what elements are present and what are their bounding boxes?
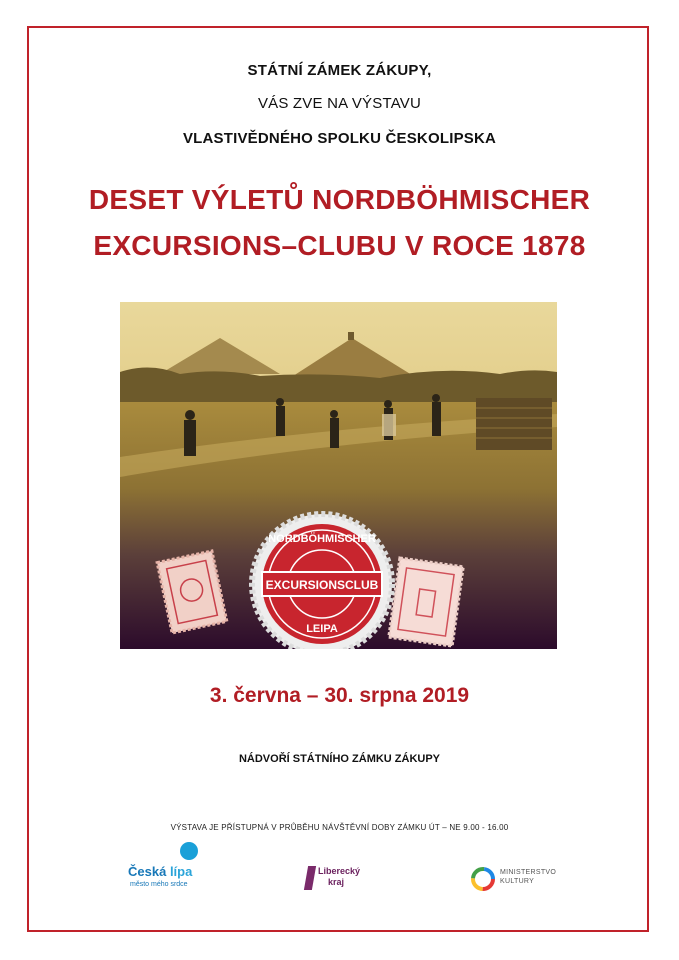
liberecky-text: Liberecký xyxy=(318,866,361,876)
title-line-1: DESET VÝLETŮ NORDBÖHMISCHER xyxy=(88,184,591,215)
header-line-2: VÁS ZVE NA VÝSTAVU xyxy=(257,95,422,112)
seal-middle-text: EXCURSIONSCLUB xyxy=(265,578,379,592)
exhibition-venue: NÁDVOŘÍ STÁTNÍHO ZÁMKU ZÁKUPY xyxy=(238,753,441,765)
seal-bottom-text: LEIPA xyxy=(306,623,338,635)
opening-hours-note: VÝSTAVA JE PŘÍSTUPNÁ V PRŮBĚHU NÁVŠTĚVNÍ DOBY ZÁMKU ÚT – NE 9.00 - 16.00 xyxy=(170,823,509,832)
kultury-text: KULTURY xyxy=(500,878,535,885)
seal-top-text: NORDBÖHMISCHER xyxy=(268,533,376,545)
header-line-1: STÁTNÍ ZÁMEK ZÁKUPY, xyxy=(247,62,432,79)
ceska-lipa-tagline: město mého srdce xyxy=(130,881,188,888)
ceska-lipa-text: Česká xyxy=(128,864,167,879)
title-line-2: EXCURSIONS–CLUBU V ROCE 1878 xyxy=(93,230,586,261)
ministerstvo-kultury-logo xyxy=(470,864,580,894)
heart-icon xyxy=(180,842,198,860)
historic-photo xyxy=(120,302,557,649)
ceska-lipa-logo xyxy=(128,842,218,892)
liberecky-mark-icon xyxy=(304,866,316,890)
kraj-text: kraj xyxy=(328,877,345,887)
exhibition-dates: 3. června – 30. srpna 2019 xyxy=(209,684,470,707)
liberecky-kraj-logo xyxy=(306,864,366,894)
header-line-3: VLASTIVĚDNÉHO SPOLKU ČESKOLIPSKA xyxy=(182,130,497,147)
lipa-text: lípa xyxy=(169,864,193,879)
ministerstvo-text: MINISTERSTVO xyxy=(500,869,557,876)
ministerstvo-ring-icon xyxy=(470,866,496,892)
